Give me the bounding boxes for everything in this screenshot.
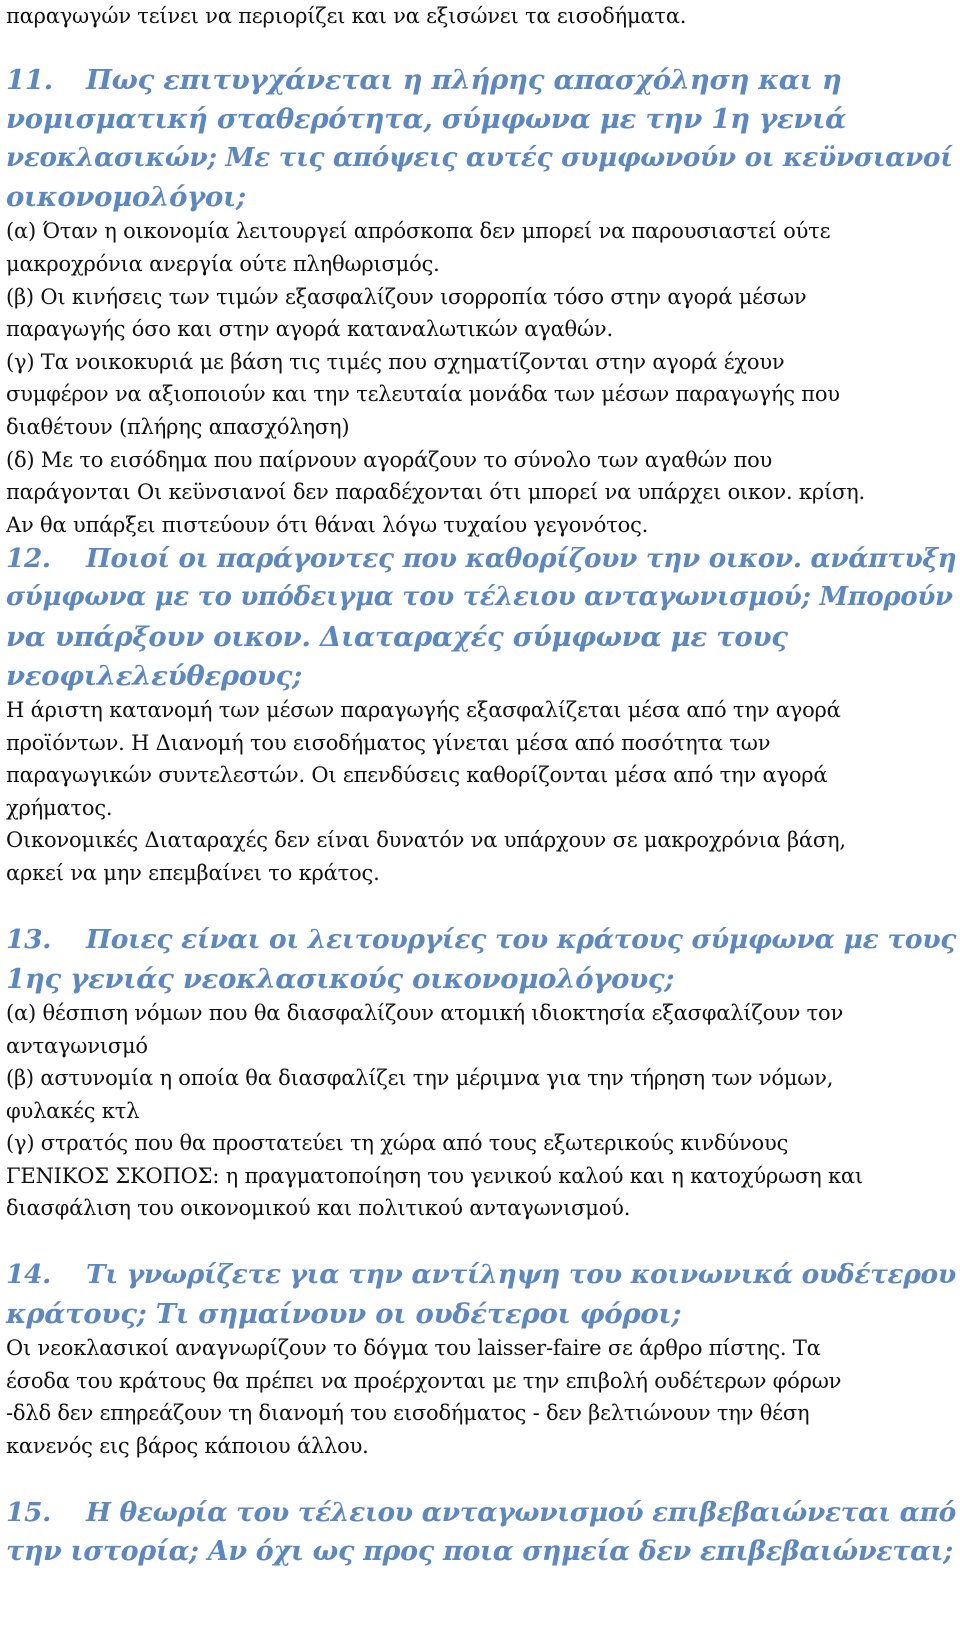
- answer-12-line: παραγωγικών συντελεστών. Οι επενδύσεις καθορίζονται μέσα από την αγορά: [6, 763, 828, 787]
- question-11-heading-line: νεοκλασικών; Με τις απόψεις αυτές συμφωνούν οι κεϋνσιανοί: [6, 142, 953, 173]
- answer-12-line: αρκεί να μην επεμβαίνει το κράτος.: [6, 861, 380, 885]
- answer-14-line: έσοδα του κράτους θα πρέπει να προέρχονται με την επιβολή ουδέτερων φόρων: [6, 1369, 842, 1393]
- answer-12-line: προϊόντων. Η Διανομή του εισοδήματος γίνεται μέσα από ποσότητα των: [6, 731, 771, 755]
- answer-11-line: παραγωγής όσο και στην αγορά καταναλωτικών αγαθών.: [6, 317, 613, 341]
- answer-13-line: διασφάλιση του οικονομικού και πολιτικού ανταγωνισμού.: [6, 1196, 631, 1220]
- question-11-heading-line: νομισματική σταθερότητα, σύμφωνα με την 1η γενιά: [6, 103, 847, 135]
- question-12-heading-line: σύμφωνα με το υπόδειγμα του τέλειου ανταγωνισμού; Μπορούν: [6, 582, 953, 612]
- answer-11-line: συμφέρον να αξιοποιούν και την τελευταία μονάδα των μέσων παραγωγής που: [6, 382, 840, 406]
- question-12-heading-line: να υπάρξουν οικον. Διαταραχές σύμφωνα με τους: [6, 621, 788, 653]
- answer-14-line: κανενός εις βάρος κάποιου άλλου.: [6, 1434, 369, 1458]
- question-text: Ποιοί οι παράγοντες που καθορίζουν την οικον. ανάπτυξη: [86, 543, 957, 574]
- answer-11-line: διαθέτουν (πλήρης απασχόληση): [6, 415, 350, 439]
- answer-13-line: φυλακές κτλ: [6, 1099, 140, 1123]
- answer-11-line: μακροχρόνια ανεργία ούτε πληθωρισμός.: [6, 252, 440, 276]
- question-12-heading-line: [6, 543, 956, 574]
- answer-12-line: Οικονομικές Διαταραχές δεν είναι δυνατόν να υπάρχουν σε μακροχρόνια βάση,: [6, 828, 846, 852]
- question-13-heading-line: 1ης γενιάς νεοκλασικούς οικονομολόγους;: [6, 963, 675, 995]
- question-number: 14.: [6, 1259, 52, 1290]
- question-number: 15.: [6, 1497, 52, 1528]
- question-15-heading-line: την ιστορία; Αν όχι ως προς ποια σημεία δεν επιβεβαιώνεται;: [6, 1536, 953, 1567]
- answer-13-line: ανταγωνισμό: [6, 1034, 148, 1058]
- question-12-heading-line: νεοφιλελεύθερους;: [6, 660, 302, 692]
- answer-11-line: (δ) Με το εισόδημα που παίρνουν αγοράζουν το σύνολο των αγαθών που: [6, 448, 773, 472]
- question-14-heading-line: [6, 1259, 956, 1290]
- question-13-heading-line: [6, 924, 956, 955]
- question-text: Η θεωρία του τέλειου ανταγωνισμού επιβεβαιώνεται από: [86, 1497, 956, 1528]
- question-11-heading-line: οικονομολόγοι;: [6, 181, 246, 213]
- answer-11-line: (α) Όταν η οικονομία λειτουργεί απρόσκοπα δεν μπορεί να παρουσιαστεί ούτε: [6, 219, 831, 243]
- question-15-heading-line: [6, 1497, 956, 1528]
- question-number: 13.: [6, 924, 52, 955]
- answer-14-line: Οι νεοκλασικοί αναγνωρίζουν το δόγμα του laisser-faire σε άρθρο πίστης. Τα: [6, 1336, 821, 1360]
- answer-11-line: παράγονται Οι κεϋνσιανοί δεν παραδέχονται ότι μπορεί να υπάρχει οικον. κρίση.: [6, 480, 866, 504]
- answer-12-line: χρήματος.: [6, 796, 113, 820]
- answer-13-line: (γ) στρατός που θα προστατεύει τη χώρα από τους εξωτερικούς κινδύνους: [6, 1131, 789, 1155]
- question-text: Τι γνωρίζετε για την αντίληψη του κοινωνικά ουδέτερου: [86, 1259, 956, 1290]
- answer-13-line: (α) θέσπιση νόμων που θα διασφαλίζουν ατομική ιδιοκτησία εξασφαλίζουν τον: [6, 1001, 844, 1025]
- answer-12-line: Η άριστη κατανομή των μέσων παραγωγής εξασφαλίζεται μέσα από την αγορά: [6, 698, 841, 722]
- question-number: 12.: [6, 543, 51, 574]
- answer-14-line: -δλδ δεν επηρεάζουν τη διανομή του εισοδήματος - δεν βελτιώνουν την θέση: [6, 1401, 810, 1425]
- answer-11-line: (β) Οι κινήσεις των τιμών εξασφαλίζουν ισορροπία τόσο στην αγορά μέσων: [6, 285, 807, 309]
- answer-11-line: Αν θα υπάρξει πιστεύουν ότι θάναι λόγω τυχαίου γεγονότος.: [6, 513, 649, 537]
- question-11-heading-line: [6, 64, 842, 96]
- question-14-heading-line: κράτους; Τι σημαίνουν οι ουδέτεροι φόροι;: [6, 1298, 682, 1330]
- question-number: 11.: [6, 64, 53, 96]
- answer-11-line: (γ) Τα νοικοκυριά με βάση τις τιμές που σχηματίζονται στην αγορά έχουν: [6, 350, 785, 374]
- question-text: Ποιες είναι οι λειτουργίες του κράτους σύμφωνα με τους: [86, 924, 957, 955]
- answer-13-line: (β) αστυνομία η οποία θα διασφαλίζει την μέριμνα για την τήρηση των νόμων,: [6, 1066, 834, 1090]
- answer-13-line: ΓΕΝΙΚΟΣ ΣΚΟΠΟΣ: η πραγματοποίηση του γενικού καλού και η κατοχύρωση και: [6, 1164, 863, 1188]
- question-text: Πως επιτυγχάνεται η πλήρης απασχόληση και η: [86, 64, 842, 96]
- body-text-line: παραγωγών τείνει να περιορίζει και να εξισώνει τα εισοδήματα.: [6, 4, 687, 28]
